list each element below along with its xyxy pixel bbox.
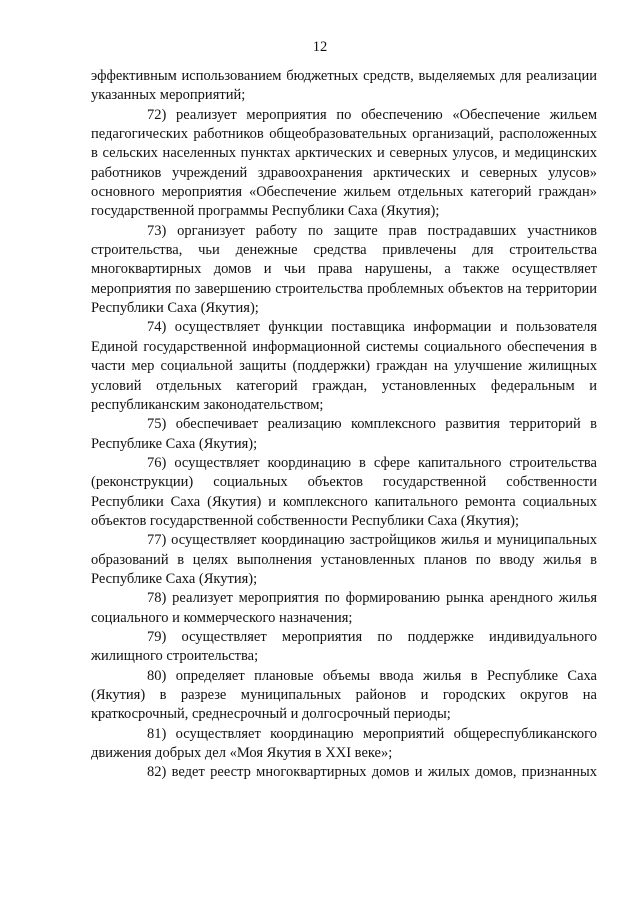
paragraph-item-82: 82) ведет реестр многоквартирных домов и жилых домов, признанных (147, 764, 597, 781)
paragraph-item-73: 73) организует работу по защите прав пострадавших участников строительства, чьи денежные средства привлечены для строительства многоквартирных домов и чьи права нарушены, а также осуществляет мероприятия по завершению строительства проблемных объектов на территории Республики Саха (Якутия); (91, 222, 597, 317)
page-number: 12 (312, 39, 328, 55)
paragraph-item-72: 72) реализует мероприятия по обеспечению «Обеспечение жильем педагогических работников общеобразовательных организаций, расположенных в сельских населенных пунктах арктических и северных улусов, и медицинских работников учреждений здравоохранения арктических и северных улусов» основного мероприятия «Обеспечение жильем отдельных категорий граждан» государственной программы Республики Саха (Якутия); (91, 106, 597, 220)
paragraph-item-76: 76) осуществляет координацию в сфере капитального строительства (реконструкции) социальных объектов государственной собственности Республики Саха (Якутия) и комплексного капитального ремонта социальных объектов государственной собственности Республики Саха (Якутия); (91, 454, 597, 529)
paragraph-item-77: 77) осуществляет координацию застройщиков жилья и муниципальных образований в целях выполнения установленных планов по вводу жилья в Республике Саха (Якутия); (91, 532, 597, 587)
paragraph-item-80: 80) определяет плановые объемы ввода жилья в Республике Саха (Якутия) в разрезе муниципальных районов и городских округов на краткосрочный, среднесрочный и долгосрочный периоды; (91, 667, 597, 723)
paragraph-item-74: 74) осуществляет функции поставщика информации и пользователя Единой государственной информационной системы социального обеспечения в части мер социальной защиты (поддержки) граждан на улучшение жилищных условий отдельных категорий граждан, установленных федеральным и республиканским законодательством; (91, 319, 597, 413)
document-body (91, 67, 597, 783)
paragraph-item-81: 81) осуществляет координацию мероприятий общереспубликанского движения добрых дел «Моя Якутия в XXI веке»; (91, 725, 597, 762)
paragraph-item-79: 79) осуществляет мероприятия по поддержке индивидуального жилищного строительства; (91, 628, 597, 665)
paragraph-continuation: эффективным использованием бюджетных средств, выделяемых для реализации указанных мероприятий; (91, 68, 597, 104)
paragraph-item-78: 78) реализует мероприятия по формированию рынка арендного жилья социального и коммерческого назначения; (91, 590, 597, 626)
paragraph-item-75: 75) обеспечивает реализацию комплексного развития территорий в Республике Саха (Якутия); (91, 416, 597, 452)
